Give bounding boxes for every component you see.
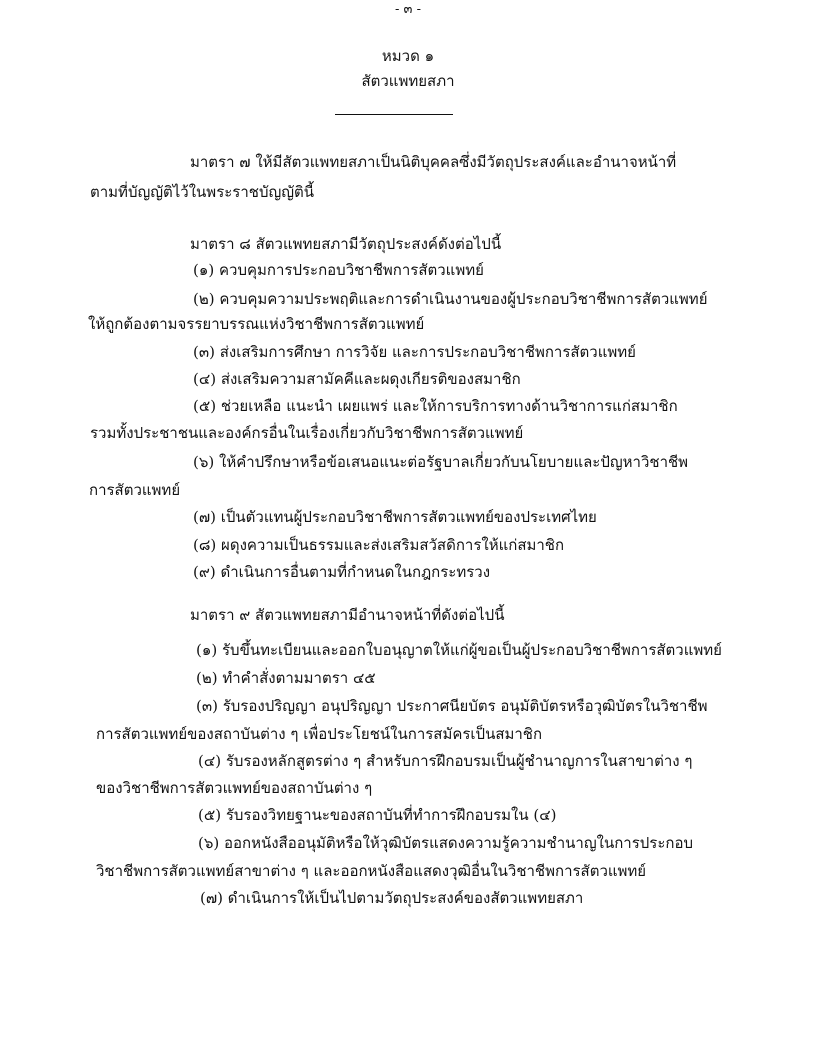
- section-9-item-5: (๕) รับรองวิทยฐานะของสถาบันที่ทำการฝึกอบรมใน (๔): [198, 806, 557, 824]
- section-9-item-6-line-2: วิชาชีพการสัตวแพทย์สาขาต่าง ๆ และออกหนังสือแสดงวุฒิอื่นในวิชาชีพการสัตวแพทย์: [96, 862, 647, 880]
- chapter-title: สัตวแพทยสภา: [361, 72, 455, 90]
- title-underline: [335, 114, 453, 115]
- section-9-heading: มาตรา ๙ สัตวแพทยสภามีอำนาจหน้าที่ดังต่อไปนี้: [190, 606, 505, 624]
- section-8-item-5-line-1: (๕) ช่วยเหลือ แนะนำ เผยแพร่ และให้การบริการทางด้านวิชาการแก่สมาชิก: [193, 397, 678, 415]
- section-8-item-3: (๓) ส่งเสริมการศึกษา การวิจัย และการประกอบวิชาชีพการสัตวแพทย์: [193, 343, 636, 361]
- section-8-heading: มาตรา ๘ สัตวแพทยสภามีวัตถุประสงค์ดังต่อไปนี้: [190, 235, 502, 253]
- section-8-item-7: (๗) เป็นตัวแทนผู้ประกอบวิชาชีพการสัตวแพทย์ของประเทศไทย: [193, 508, 597, 526]
- section-9-item-4-line-2: ของวิชาชีพการสัตวแพทย์ของสถาบันต่าง ๆ: [96, 779, 373, 797]
- section-8-item-1: (๑) ควบคุมการประกอบวิชาชีพการสัตวแพทย์: [193, 261, 484, 279]
- page-number: - ๓ -: [395, 2, 421, 17]
- section-8-item-2-line-1: (๒) ควบคุมความประพฤติและการดำเนินงานของผู้ประกอบวิชาชีพการสัตวแพทย์: [193, 290, 708, 308]
- section-9-item-3-line-2: การสัตวแพทย์ของสถาบันต่าง ๆ เพื่อประโยชน์ในการสมัครเป็นสมาชิก: [96, 725, 543, 743]
- section-9-item-2: (๒) ทำคำสั่งตามมาตรา ๔๕: [196, 669, 376, 687]
- section-8-item-6-line-1: (๖) ให้คำปรึกษาหรือข้อเสนอแนะต่อรัฐบาลเกี่ยวกับนโยบายและปัญหาวิชาชีพ: [193, 453, 689, 471]
- section-8-item-5-line-2: รวมทั้งประชาชนและองค์กรอื่นในเรื่องเกี่ยวกับวิชาชีพการสัตวแพทย์: [90, 424, 524, 442]
- section-8-item-4: (๔) ส่งเสริมความสามัคคีและผดุงเกียรติของสมาชิก: [193, 370, 521, 388]
- section-9-item-3-line-1: (๓) รับรองปริญญา อนุปริญญา ประกาศนียบัตร อนุมัติบัตรหรือวุฒิบัตรในวิชาชีพ: [196, 697, 708, 715]
- section-8-item-9: (๙) ดำเนินการอื่นตามที่กำหนดในกฎกระทรวง: [193, 563, 491, 581]
- section-9-item-7: (๗) ดำเนินการให้เป็นไปตามวัตถุประสงค์ของสัตวแพทยสภา: [200, 889, 584, 907]
- section-8-item-2-line-2: ให้ถูกต้องตามจรรยาบรรณแห่งวิชาชีพการสัตวแพทย์: [88, 315, 425, 333]
- section-9-item-1: (๑) รับขึ้นทะเบียนและออกใบอนุญาตให้แก่ผู้ขอเป็นผู้ประกอบวิชาชีพการสัตวแพทย์: [196, 641, 722, 659]
- section-9-item-4-line-1: (๔) รับรองหลักสูตรต่าง ๆ สำหรับการฝึกอบรมเป็นผู้ชำนาญการในสาขาต่าง ๆ: [198, 752, 693, 770]
- section-8-item-8: (๘) ผดุงความเป็นธรรมและส่งเสริมสวัสดิการให้แก่สมาชิก: [193, 536, 565, 554]
- section-9-item-6-line-1: (๖) ออกหนังสืออนุมัติหรือให้วุฒิบัตรแสดงความรู้ความชำนาญในการประกอบ: [198, 834, 693, 852]
- section-8-item-6-line-2: การสัตวแพทย์: [89, 481, 181, 499]
- section-7-line-1: มาตรา ๗ ให้มีสัตวแพทยสภาเป็นนิติบุคคลซึ่งมีวัตถุประสงค์และอำนาจหน้าที่: [190, 153, 677, 171]
- chapter-heading: หมวด ๑: [381, 47, 435, 65]
- section-7-line-2: ตามที่บัญญัติไว้ในพระราชบัญญัตินี้: [90, 183, 315, 201]
